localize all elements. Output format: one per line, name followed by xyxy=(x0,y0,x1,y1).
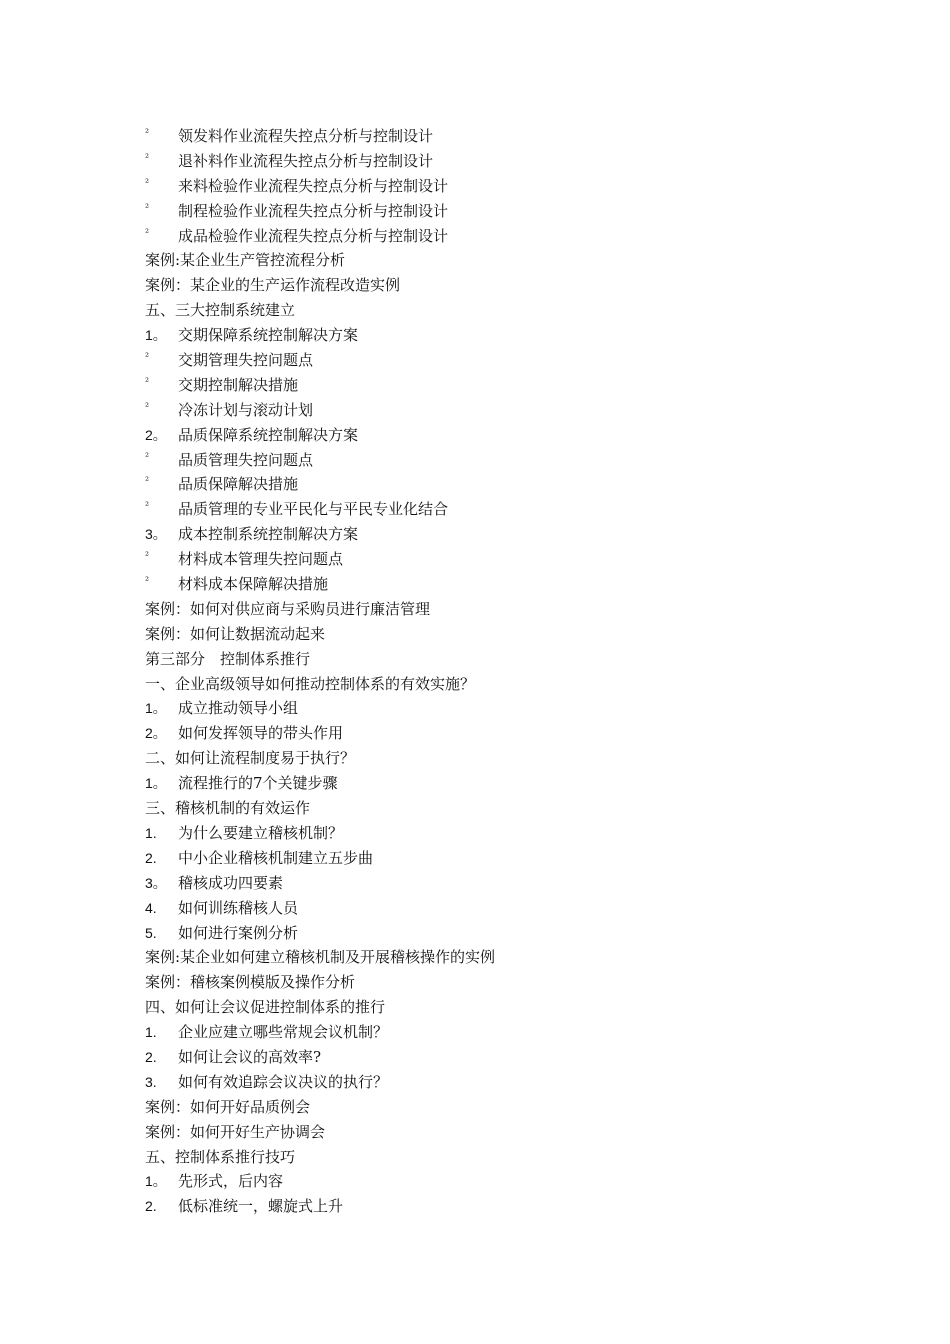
line-text: 成立推动领导小组 xyxy=(178,699,299,718)
line-text: 如何发挥领导的带头作用 xyxy=(178,724,344,743)
line-text: 如何训练稽核人员 xyxy=(178,898,299,917)
line-text: 二、如何让流程制度易于执行？ xyxy=(145,749,356,768)
list-number: 3。 xyxy=(145,526,167,543)
line-text: 案例：如何让数据流动起来 xyxy=(145,624,326,643)
line-text: 材料成本保障解决措施 xyxy=(178,575,329,594)
paragraph-line xyxy=(145,995,865,1020)
list-item xyxy=(145,896,865,921)
line-text: 如何让会议的高效率? xyxy=(178,1047,322,1066)
paragraph-line xyxy=(145,970,865,995)
bullet-marker: ² xyxy=(145,576,150,588)
list-item xyxy=(145,721,865,746)
document-body xyxy=(145,124,865,1219)
line-text: 成品检验作业流程失控点分析与控制设计 xyxy=(178,226,449,245)
bullet-marker: ² xyxy=(145,551,150,563)
list-number: 1。 xyxy=(145,327,167,344)
list-number: 1. xyxy=(145,824,157,841)
list-item xyxy=(145,921,865,946)
paragraph-line xyxy=(145,1095,865,1120)
list-item xyxy=(145,373,865,398)
bullet-marker: ² xyxy=(145,476,150,488)
paragraph-line xyxy=(145,597,865,622)
paragraph-line xyxy=(145,1120,865,1145)
line-text: 品质保障解决措施 xyxy=(178,475,299,494)
line-text: 品质管理的专业平民化与平民专业化结合 xyxy=(178,500,449,519)
line-text: 三、稽核机制的有效运作 xyxy=(145,799,311,818)
list-item xyxy=(145,1045,865,1070)
list-item xyxy=(145,398,865,423)
bullet-marker: ² xyxy=(145,128,150,139)
list-number: 1。 xyxy=(145,1173,167,1190)
line-text: 企业应建立哪些常规会议机制？ xyxy=(178,1023,389,1042)
line-text: 四、如何让会议促进控制体系的推行 xyxy=(145,998,386,1017)
paragraph-line xyxy=(145,1145,865,1170)
paragraph-line xyxy=(145,298,865,323)
bullet-marker: ² xyxy=(145,177,150,189)
line-text: 案例:某企业生产管控流程分析 xyxy=(145,251,346,270)
line-text: 如何有效追踪会议决议的执行？ xyxy=(178,1072,389,1091)
list-number: 1。 xyxy=(145,775,167,792)
line-text: 案例：如何对供应商与采购员进行廉洁管理 xyxy=(145,599,431,618)
list-item xyxy=(145,224,865,249)
list-item xyxy=(145,771,865,796)
list-number: 1。 xyxy=(145,700,167,717)
line-text: 中小企业稽核机制建立五步曲 xyxy=(178,848,374,867)
list-item xyxy=(145,1020,865,1045)
line-text: 交期控制解决措施 xyxy=(178,375,299,394)
bullet-marker: ² xyxy=(145,451,150,463)
list-number: 1. xyxy=(145,1024,157,1041)
paragraph-line xyxy=(145,672,865,697)
line-text: 材料成本管理失控问题点 xyxy=(178,550,344,569)
paragraph-line xyxy=(145,248,865,273)
list-number: 2。 xyxy=(145,426,167,443)
paragraph-line xyxy=(145,945,865,970)
line-text: 案例：如何开好品质例会 xyxy=(145,1097,311,1116)
line-text: 交期保障系统控制解决方案 xyxy=(178,326,359,345)
list-item xyxy=(145,572,865,597)
line-text: 案例：如何开好生产协调会 xyxy=(145,1122,326,1141)
line-text: 交期管理失控问题点 xyxy=(178,351,314,370)
line-text: 低标准统一，螺旋式上升 xyxy=(178,1197,344,1216)
list-item xyxy=(145,124,865,149)
line-text: 案例：稽核案例模版及操作分析 xyxy=(145,973,356,992)
bullet-marker: ² xyxy=(145,152,150,164)
list-number: 3. xyxy=(145,1073,157,1090)
list-item xyxy=(145,149,865,174)
line-text: 流程推行的7个关键步骤 xyxy=(178,774,338,793)
list-number: 2. xyxy=(145,1198,157,1215)
list-item xyxy=(145,448,865,473)
line-text: 五、控制体系推行技巧 xyxy=(145,1147,296,1166)
line-text: 稽核成功四要素 xyxy=(178,873,284,892)
bullet-marker: ² xyxy=(145,227,150,239)
line-text: 冷冻计划与滚动计划 xyxy=(178,400,314,419)
list-number: 3。 xyxy=(145,874,167,891)
paragraph-line xyxy=(145,273,865,298)
list-number: 5. xyxy=(145,924,157,941)
line-text: 五、三大控制系统建立 xyxy=(145,301,296,320)
list-item xyxy=(145,199,865,224)
line-text: 来料检验作业流程失控点分析与控制设计 xyxy=(178,176,449,195)
line-text: 案例：某企业的生产运作流程改造实例 xyxy=(145,276,401,295)
line-text: 第三部分 控制体系推行 xyxy=(145,649,311,668)
list-item xyxy=(145,522,865,547)
list-item xyxy=(145,1194,865,1219)
line-text: 品质管理失控问题点 xyxy=(178,450,314,469)
list-item xyxy=(145,821,865,846)
bullet-marker: ² xyxy=(145,401,150,413)
list-item xyxy=(145,174,865,199)
list-item xyxy=(145,423,865,448)
list-item xyxy=(145,547,865,572)
list-item xyxy=(145,846,865,871)
line-text: 先形式，后内容 xyxy=(178,1172,284,1191)
list-item xyxy=(145,1070,865,1095)
list-item xyxy=(145,323,865,348)
line-text: 案例:某企业如何建立稽核机制及开展稽核操作的实例 xyxy=(145,948,496,967)
list-number: 4. xyxy=(145,899,157,916)
list-number: 2. xyxy=(145,849,157,866)
line-text: 退补料作业流程失控点分析与控制设计 xyxy=(178,151,434,170)
line-text: 品质保障系统控制解决方案 xyxy=(178,425,359,444)
bullet-marker: ² xyxy=(145,501,150,513)
paragraph-line xyxy=(145,622,865,647)
list-item xyxy=(145,871,865,896)
line-text: 制程检验作业流程失控点分析与控制设计 xyxy=(178,201,449,220)
list-number: 2. xyxy=(145,1048,157,1065)
bullet-marker: ² xyxy=(145,352,150,364)
list-item xyxy=(145,696,865,721)
list-item xyxy=(145,348,865,373)
paragraph-line xyxy=(145,796,865,821)
line-text: 如何进行案例分析 xyxy=(178,923,299,942)
paragraph-line xyxy=(145,647,865,672)
line-text: 成本控制系统控制解决方案 xyxy=(178,525,359,544)
list-number: 2。 xyxy=(145,725,167,742)
bullet-marker: ² xyxy=(145,202,150,214)
paragraph-line xyxy=(145,746,865,771)
list-item xyxy=(145,497,865,522)
bullet-marker: ² xyxy=(145,376,150,388)
list-item xyxy=(145,1169,865,1194)
line-text: 为什么要建立稽核机制？ xyxy=(178,823,344,842)
list-item xyxy=(145,472,865,497)
line-text: 一、企业高级领导如何推动控制体系的有效实施？ xyxy=(145,674,476,693)
line-text: 领发料作业流程失控点分析与控制设计 xyxy=(178,127,434,145)
